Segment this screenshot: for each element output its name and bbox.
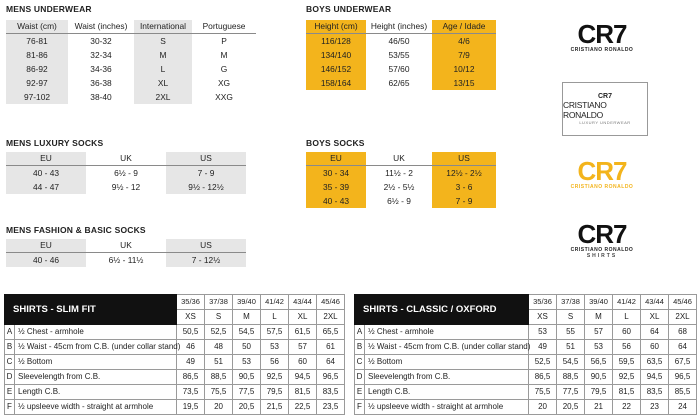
row-label: ½ Waist - 45cm from C.B. (under collar stand) xyxy=(15,340,177,355)
table-row xyxy=(5,325,345,340)
cell: 57 xyxy=(289,340,317,355)
boys-socks-table xyxy=(306,152,496,208)
cell: 36-38 xyxy=(68,76,134,90)
table-row xyxy=(306,34,496,49)
row-label: ½ Bottom xyxy=(15,355,177,370)
cell: 73,5 xyxy=(177,385,205,400)
cell: 56 xyxy=(261,355,289,370)
header-cell: Height (inches) xyxy=(366,20,432,34)
row-label: Length C.B. xyxy=(15,385,177,400)
cell: 22,5 xyxy=(289,400,317,415)
row-letter: A xyxy=(5,325,15,340)
cell: 4/6 xyxy=(432,34,496,49)
cell: 11½ - 2 xyxy=(366,166,432,181)
row-letter: E xyxy=(355,385,365,400)
cell: 54,5 xyxy=(557,355,585,370)
cell: 79,5 xyxy=(261,385,289,400)
cell: 2XL xyxy=(134,90,192,104)
cell: 64 xyxy=(641,325,669,340)
size-eu: 41/42 xyxy=(261,295,289,310)
cell: 96,5 xyxy=(317,370,345,385)
cell: 50,5 xyxy=(177,325,205,340)
header-cell: UK xyxy=(86,152,166,166)
cell: 68 xyxy=(669,325,697,340)
cell: 53 xyxy=(261,340,289,355)
cell: 49 xyxy=(177,355,205,370)
cell: 57 xyxy=(585,325,613,340)
row-letter: D xyxy=(355,370,365,385)
cell: 55 xyxy=(557,325,585,340)
header-cell: Portuguese xyxy=(192,20,256,34)
table-row xyxy=(355,385,697,400)
table-row xyxy=(6,62,256,76)
cell: 30 - 34 xyxy=(306,166,366,181)
cell: 53 xyxy=(233,355,261,370)
row-letter: B xyxy=(5,340,15,355)
shirts-classic-oxford-title: SHIRTS - CLASSIC / OXFORD xyxy=(355,295,529,325)
cell: 76-81 xyxy=(6,34,68,49)
cell: 94,5 xyxy=(289,370,317,385)
cell: 9½ - 12 xyxy=(86,180,166,194)
cell: 86-92 xyxy=(6,62,68,76)
table-row xyxy=(6,180,246,194)
cell: 52,5 xyxy=(529,355,557,370)
cell: 48 xyxy=(205,340,233,355)
boys-socks-title: BOYS SOCKS xyxy=(306,138,365,148)
cell: 35 - 39 xyxy=(306,180,366,194)
shirts-text: SHIRTS xyxy=(586,253,618,259)
size-eu: 43/44 xyxy=(289,295,317,310)
cell: 85,5 xyxy=(669,385,697,400)
cell: 20,5 xyxy=(233,400,261,415)
size-eu: 45/46 xyxy=(317,295,345,310)
cell: XG xyxy=(192,76,256,90)
mens-fashion-socks-table xyxy=(6,239,246,267)
row-label: ½ Chest - armhole xyxy=(365,325,529,340)
size-eu: 45/46 xyxy=(669,295,697,310)
cr7-mark: CR7 xyxy=(577,19,627,49)
cell: 158/164 xyxy=(306,76,366,90)
mens-luxury-socks-title: MENS LUXURY SOCKS xyxy=(6,138,104,148)
row-letter: F xyxy=(355,400,365,415)
cell: P xyxy=(192,34,256,49)
cell: 67,5 xyxy=(669,355,697,370)
shirts-classic-oxford-table xyxy=(354,294,697,415)
mens-fashion-socks-title: MENS FASHION & BASIC SOCKS xyxy=(6,225,146,235)
size-label: M xyxy=(233,310,261,325)
table-row xyxy=(355,325,697,340)
table-row xyxy=(355,400,697,415)
cell: 75,5 xyxy=(529,385,557,400)
cell: M xyxy=(192,48,256,62)
cell: 20 xyxy=(205,400,233,415)
size-eu: 39/40 xyxy=(585,295,613,310)
cell: 96,5 xyxy=(669,370,697,385)
cell: 56,5 xyxy=(585,355,613,370)
cell: 30-32 xyxy=(68,34,134,49)
cell: 61,5 xyxy=(289,325,317,340)
cell: 49 xyxy=(529,340,557,355)
size-label: XS xyxy=(177,310,205,325)
cell: 88,5 xyxy=(557,370,585,385)
size-label: XS xyxy=(529,310,557,325)
header-cell: US xyxy=(432,152,496,166)
cell: 81,5 xyxy=(289,385,317,400)
table-row xyxy=(5,340,345,355)
row-label: ½ Waist - 45cm from C.B. (under collar stand) xyxy=(365,340,529,355)
row-label: ½ upsleeve width - straight at armhole xyxy=(365,400,529,415)
cell: G xyxy=(192,62,256,76)
mens-underwear-table xyxy=(6,20,256,104)
cell: S xyxy=(134,34,192,49)
cr7-logo xyxy=(562,8,642,66)
cell: 60 xyxy=(641,340,669,355)
row-label: ½ Bottom xyxy=(365,355,529,370)
size-eu: 35/36 xyxy=(177,295,205,310)
table-row xyxy=(306,76,496,90)
cell: 83,5 xyxy=(641,385,669,400)
cell: 6½ - 9 xyxy=(86,166,166,181)
cell: 7 - 9 xyxy=(432,194,496,208)
cell: M xyxy=(134,48,192,62)
size-eu: 35/36 xyxy=(529,295,557,310)
cell: 61 xyxy=(317,340,345,355)
cell: 81-86 xyxy=(6,48,68,62)
size-label: L xyxy=(261,310,289,325)
row-letter: C xyxy=(5,355,15,370)
cell: 44 - 47 xyxy=(6,180,86,194)
cell: 88,5 xyxy=(205,370,233,385)
table-row xyxy=(5,355,345,370)
table-row xyxy=(5,370,345,385)
cell: 53 xyxy=(585,340,613,355)
table-row xyxy=(355,340,697,355)
cell: 3 - 6 xyxy=(432,180,496,194)
table-row xyxy=(6,76,256,90)
row-label: Length C.B. xyxy=(365,385,529,400)
cell: 62/65 xyxy=(366,76,432,90)
table-row xyxy=(306,194,496,208)
size-label: 2XL xyxy=(317,310,345,325)
cell: 46/50 xyxy=(366,34,432,49)
row-label: Sleevelength from C.B. xyxy=(365,370,529,385)
cell: 10/12 xyxy=(432,62,496,76)
cell: 83,5 xyxy=(317,385,345,400)
cell: 20 xyxy=(529,400,557,415)
cell: 2½ - 5½ xyxy=(366,180,432,194)
cell: 75,5 xyxy=(205,385,233,400)
cell: 77,5 xyxy=(557,385,585,400)
cell: 21,5 xyxy=(261,400,289,415)
cell: 60 xyxy=(613,325,641,340)
size-label: S xyxy=(205,310,233,325)
cell: XXG xyxy=(192,90,256,104)
mens-luxury-socks-table xyxy=(6,152,246,194)
table-row xyxy=(306,180,496,194)
table-row xyxy=(6,253,246,268)
size-eu: 39/40 xyxy=(233,295,261,310)
cell: 21 xyxy=(585,400,613,415)
header-cell: Height (cm) xyxy=(306,20,366,34)
table-row xyxy=(6,48,256,62)
size-eu: 37/38 xyxy=(557,295,585,310)
cell: 24 xyxy=(669,400,697,415)
cr7-shirts-logo xyxy=(562,210,642,270)
table-row xyxy=(6,166,246,181)
size-label: M xyxy=(585,310,613,325)
cell: 50 xyxy=(233,340,261,355)
size-label: S xyxy=(557,310,585,325)
cell: 32-34 xyxy=(68,48,134,62)
cell: 7 - 9 xyxy=(166,166,246,181)
table-row xyxy=(6,34,256,49)
size-label: XL xyxy=(289,310,317,325)
cell: 86,5 xyxy=(529,370,557,385)
cr7-mark: CR7 xyxy=(577,219,627,249)
shirts-slim-fit-title: SHIRTS - SLIM FIT xyxy=(5,295,177,325)
cr7-subtitle: CRISTIANO RONALDO xyxy=(570,247,634,253)
cell: 34-36 xyxy=(68,62,134,76)
cell: 12½ - 2½ xyxy=(432,166,496,181)
row-letter: E xyxy=(5,385,15,400)
row-letter: C xyxy=(355,355,365,370)
cell: 40 - 43 xyxy=(6,166,86,181)
table-row xyxy=(5,400,345,415)
cell: 6½ - 11½ xyxy=(86,253,166,268)
header-cell: Waist (inches) xyxy=(68,20,134,34)
cell: 64 xyxy=(669,340,697,355)
cell: L xyxy=(134,62,192,76)
cell: 54,5 xyxy=(233,325,261,340)
cell: 19,5 xyxy=(177,400,205,415)
cell: 40 - 46 xyxy=(6,253,86,268)
table-row xyxy=(306,48,496,62)
cell: 116/128 xyxy=(306,34,366,49)
cell: 13/15 xyxy=(432,76,496,90)
cell: 57,5 xyxy=(261,325,289,340)
shirts-slim-fit-table xyxy=(4,294,345,415)
size-label: 2XL xyxy=(669,310,697,325)
header-cell: EU xyxy=(6,239,86,253)
cell: 146/152 xyxy=(306,62,366,76)
cell: 51 xyxy=(205,355,233,370)
cell: 38-40 xyxy=(68,90,134,104)
cell: 23,5 xyxy=(317,400,345,415)
cell: 81,5 xyxy=(613,385,641,400)
header-cell: Age / Idade xyxy=(432,20,496,34)
size-label: XL xyxy=(641,310,669,325)
cell: 90,5 xyxy=(233,370,261,385)
boys-underwear-title: BOYS UNDERWEAR xyxy=(306,4,392,14)
row-letter: D xyxy=(5,370,15,385)
cr7-luxury-underwear-logo xyxy=(562,82,648,136)
cell: 40 - 43 xyxy=(306,194,366,208)
cell: 92,5 xyxy=(261,370,289,385)
header-cell: Waist (cm) xyxy=(6,20,68,34)
cell: XL xyxy=(134,76,192,90)
cell: 59,5 xyxy=(613,355,641,370)
cell: 53 xyxy=(529,325,557,340)
luxury-underwear-text: LUXURY UNDERWEAR xyxy=(579,120,631,125)
header-cell: UK xyxy=(86,239,166,253)
table-row xyxy=(6,90,256,104)
header-cell: EU xyxy=(306,152,366,166)
size-eu: 43/44 xyxy=(641,295,669,310)
header-cell: US xyxy=(166,239,246,253)
cell: 60 xyxy=(289,355,317,370)
cell: 79,5 xyxy=(585,385,613,400)
cell: 63,5 xyxy=(641,355,669,370)
cell: 77,5 xyxy=(233,385,261,400)
row-label: Sleevelength from C.B. xyxy=(15,370,177,385)
row-letter: F xyxy=(5,400,15,415)
cell: 20,5 xyxy=(557,400,585,415)
row-letter: B xyxy=(355,340,365,355)
cr7-subtitle: CRISTIANO RONALDO xyxy=(570,47,634,53)
cell: 90,5 xyxy=(585,370,613,385)
cell: 9½ - 12½ xyxy=(166,180,246,194)
cr7-mark: CR7 xyxy=(577,156,627,186)
cell: 46 xyxy=(177,340,205,355)
size-eu: 37/38 xyxy=(205,295,233,310)
cell: 52,5 xyxy=(205,325,233,340)
header-cell: International xyxy=(134,20,192,34)
header-cell: EU xyxy=(6,152,86,166)
cell: 51 xyxy=(557,340,585,355)
cell: 86,5 xyxy=(177,370,205,385)
row-letter: A xyxy=(355,325,365,340)
cell: 94,5 xyxy=(641,370,669,385)
table-row xyxy=(355,355,697,370)
row-label: ½ upsleeve width - straight at armhole xyxy=(15,400,177,415)
cell: 53/55 xyxy=(366,48,432,62)
table-row xyxy=(306,62,496,76)
row-label: ½ Chest - armhole xyxy=(15,325,177,340)
cell: 92-97 xyxy=(6,76,68,90)
size-label: L xyxy=(613,310,641,325)
table-row xyxy=(306,166,496,181)
header-cell: UK xyxy=(366,152,432,166)
cell: 134/140 xyxy=(306,48,366,62)
cr7-mark-small: CR7 xyxy=(597,93,612,100)
table-row xyxy=(5,385,345,400)
cell: 92,5 xyxy=(613,370,641,385)
cell: 65,5 xyxy=(317,325,345,340)
table-row xyxy=(355,370,697,385)
cell: 57/60 xyxy=(366,62,432,76)
cell: 7/9 xyxy=(432,48,496,62)
cr7-subtitle: CRISTIANO RONALDO xyxy=(570,184,634,190)
header-cell: US xyxy=(166,152,246,166)
cr7-orange-logo xyxy=(562,146,642,202)
cell: 23 xyxy=(641,400,669,415)
cell: 6½ - 9 xyxy=(366,194,432,208)
size-eu: 41/42 xyxy=(613,295,641,310)
cell: 97-102 xyxy=(6,90,68,104)
cell: 64 xyxy=(317,355,345,370)
cell: 56 xyxy=(613,340,641,355)
cristiano-ronaldo-wordmark: CRISTIANO RONALDO xyxy=(563,100,607,120)
mens-underwear-title: MENS UNDERWEAR xyxy=(6,4,92,14)
boys-underwear-table xyxy=(306,20,496,90)
cell: 22 xyxy=(613,400,641,415)
cell: 7 - 12½ xyxy=(166,253,246,268)
